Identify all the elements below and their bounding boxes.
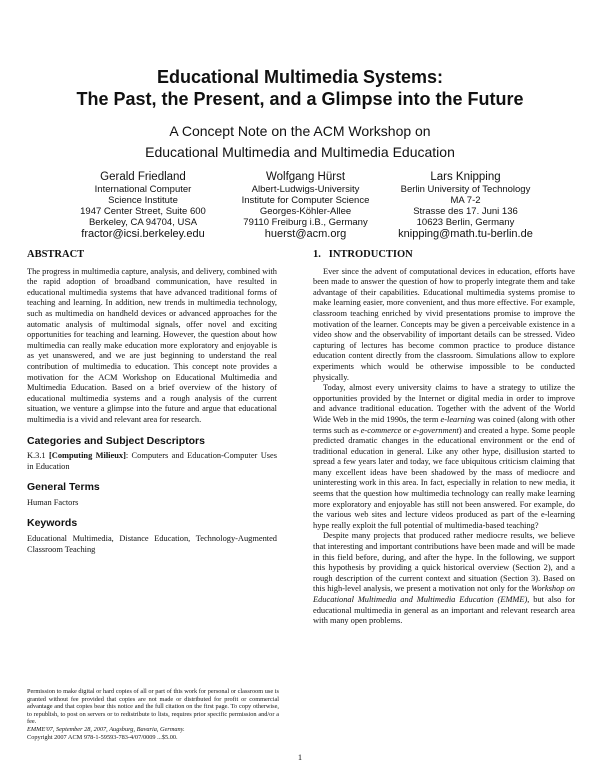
keywords-text: Educational Multimedia, Distance Education, Technology-Augmented Classroom Teaching xyxy=(27,534,277,554)
author-address: 1947 Center Street, Suite 600 xyxy=(80,206,206,217)
venue-italic: EMME'07, September 28, 2007, Augsburg, Bavaria, Germany. xyxy=(27,725,185,733)
author-email[interactable]: fractor@icsi.berkeley.edu xyxy=(81,228,205,240)
categories-text xyxy=(27,451,277,472)
category-code: K.3.1 xyxy=(27,451,46,461)
author-address: Strasse des 17. Juni 136 xyxy=(413,206,518,217)
right-column xyxy=(313,250,575,627)
text-run: Today, almost every university claims to have a strategy to utilize the opportunities provided by the Internet or digital media in order to improve and advance traditional education. Together with the advent of the World Wide Web in the mid 1990s, the term xyxy=(313,383,575,424)
author-affiliation: International Computer xyxy=(94,184,192,195)
intro-heading: 1. INTRODUCTION xyxy=(313,249,413,260)
category-bracket: [Computing Milieux] xyxy=(48,451,126,461)
paper-subtitle xyxy=(40,121,560,163)
abstract-heading: ABSTRACT xyxy=(27,249,85,260)
author-address: Berkeley, CA 94704, USA xyxy=(88,217,198,228)
author-address: 10623 Berlin, Germany xyxy=(416,217,515,228)
abstract-text: The progress in multimedia capture, analysis, and delivery, combined with the rapid adoption of broadband communication, have resulted in educational multimedia systems that have advanced traditional forms of teaching and learning. In addition, new trends in multimedia technology, such as multimedia on handheld devices or advanced approaches for the automatic analysis of multimodal signals, offer novel and exciting opportunities for teaching and learning. However, the question about how multimedia can really make education more exploratory and enjoyable is as yet unanswered, and we are just beginning to understand the real contribution of multimedia to education. This concept note provides a motivation for the ACM Workshop on Educational Multimedia and Multimedia Education. Based on a brief overview of the history of educational multimedia systems and a rough analysis of the current situation, we venture a glimpse into the future and argue that educational multimedia is a vivid and relevant area for research. xyxy=(27,266,277,424)
author-affiliation: Berlin University of Technology xyxy=(400,184,531,195)
intro-paragraph-1: Ever since the advent of computational devices in education, efforts have been made to answer the question of how to properly integrate them and take advantage of their capabilities. Educational multimedia systems promise to make learning easier, more convenient, and thus more effective. For example, classroom teaching enriched by vivid presentations promise to improve the motivation of the learner. Concepts may be given a perceivable existence in a video show and the observability of important details can be stressed. Video capturing of lectures has become common practice to produce distance education content directly from the classroom. Simulations allow to explore experiments which would be otherwise impossible to be conducted physically. xyxy=(313,266,575,382)
subtitle-line-1: A Concept Note on the ACM Workshop on xyxy=(169,123,431,139)
text-run: Despite many projects that produced rather mediocre results, we believe that interesting and important contributions have been made and will be made in this field before, during, and after the hype. In the following, we support this hypothesis by providing a quick historical overview (Section 2), and a rough description of the current context and situation (Section 3). Based on this high-level analysis, we present a motivation not only for the xyxy=(313,531,575,594)
author-name: Wolfgang Hürst xyxy=(265,171,346,183)
general-terms-heading: General Terms xyxy=(27,481,100,494)
keywords-heading: Keywords xyxy=(27,517,78,530)
author-name: Lars Knipping xyxy=(430,171,501,183)
italic-term: e-commerce xyxy=(360,425,402,435)
text-run: or xyxy=(401,425,413,435)
text-run: was coined (along with other terms such as xyxy=(313,414,575,435)
title-line-2: The Past, the Present, and a Glimpse into the Future xyxy=(76,89,524,109)
venue-text xyxy=(27,726,279,734)
author-affiliation: Institute for Computer Science xyxy=(241,195,370,206)
author-block xyxy=(58,170,542,240)
intro-paragraph-3 xyxy=(313,531,575,626)
subtitle-line-2: Educational Multimedia and Multimedia Education xyxy=(145,144,455,160)
copyright-notice xyxy=(27,688,279,741)
author-affiliation: MA 7-2 xyxy=(450,195,481,206)
intro-paragraph-2 xyxy=(313,383,575,531)
copyright-line: Copyright 2007 ACM 978-1-59593-783-4/07/0009 ...$5.00. xyxy=(27,733,178,741)
categories-heading: Categories and Subject Descriptors xyxy=(27,434,205,447)
author-address: 79110 Freiburg i.B., Germany xyxy=(243,217,368,228)
page-number: 1 xyxy=(297,752,303,762)
text-run: , but also for educational multimedia in general as an important and relevant research area with many open problems. xyxy=(313,595,575,626)
permission-text: Permission to make digital or hard copies of all or part of this work for personal or classroom use is granted without fee provided that copies are not made or distributed for profit or commercial advantage and that copies bear this notice and the full citation on the first page. To copy otherwise, to republish, to post on servers or to redistribute to lists, requires prior specific permission and/or a fee. xyxy=(27,688,279,726)
paper-title xyxy=(40,66,560,110)
italic-workshop-name: Workshop on Educational Multimedia and Multimedia Education (EMME) xyxy=(313,584,575,604)
italic-term: e-government xyxy=(412,425,459,435)
category-description: : Computers and Education-Computer Uses in Education xyxy=(27,451,277,471)
title-line-1: Educational Multimedia Systems: xyxy=(156,67,444,87)
left-column xyxy=(27,250,277,555)
author-2 xyxy=(223,170,388,241)
author-1 xyxy=(58,170,228,241)
general-terms-text: Human Factors xyxy=(27,497,79,507)
author-name: Gerald Friedland xyxy=(100,171,186,183)
text-run: ) and created a hype. Some people predicted dramatic changes in the educational environment or the end of traditional education in general. Like any other hype, disillusion started to spread a few years later and today, we face ubiquitous criticism claiming that many excellent ideas have been shadowed by the mass of mediocre and uninteresting work in this area. In fact, especially in relation to new media, it seems that the question how multimedia technology can really make learning more exploratory and enjoyable has still not been answered. For example, do the various web sites and lecture videos produced as part of the e-learning hype really exploit the full potential of multimedia-based teaching? xyxy=(313,425,575,530)
author-3 xyxy=(383,170,548,241)
author-email[interactable]: huerst@acm.org xyxy=(264,228,347,240)
author-affiliation: Science Institute xyxy=(108,195,178,206)
author-email[interactable]: knipping@math.tu-berlin.de xyxy=(398,228,533,240)
italic-term: e-learning xyxy=(440,414,476,424)
author-affiliation: Albert-Ludwigs-University xyxy=(251,184,360,195)
author-address: Georges-Köhler-Allee xyxy=(259,206,352,217)
